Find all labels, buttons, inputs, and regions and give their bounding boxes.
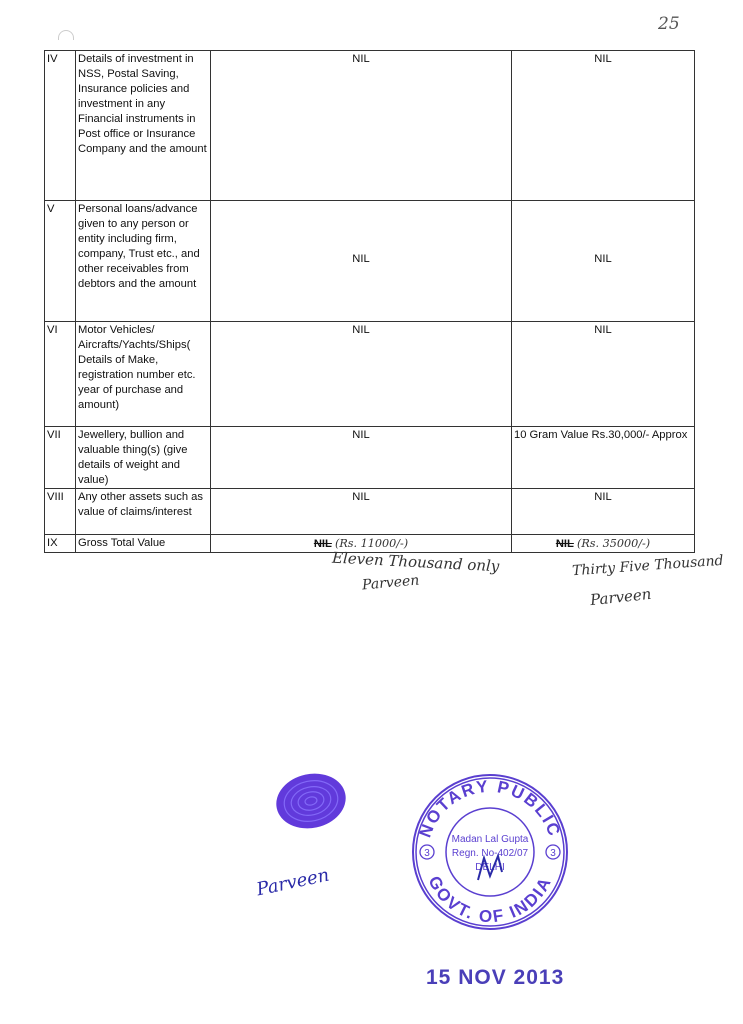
row-number: VI xyxy=(45,322,76,427)
spouse-value: NIL xyxy=(512,201,695,322)
self-value: NIL xyxy=(211,322,512,427)
row-description: Jewellery, bullion and valuable thing(s) (give details of weight and value) xyxy=(76,427,211,489)
row-number: V xyxy=(45,201,76,322)
signature-spouse: Parveen xyxy=(589,584,653,610)
table-row xyxy=(45,322,695,427)
signature-deponent: Parveen xyxy=(254,864,332,901)
seal-top-text: NOTARY PUBLIC xyxy=(415,776,565,841)
row-description: Motor Vehicles/ Aircrafts/Yachts/Ships( Details of Make, registration number etc. year of purchase and amount) xyxy=(76,322,211,427)
spouse-value: NIL xyxy=(512,322,695,427)
svg-text:NOTARY PUBLIC xyxy=(415,777,564,840)
row-description: Personal loans/advance given to any person or entity including firm, company, Trust etc., and other receivables from debtors and the amount xyxy=(76,201,211,322)
date-stamp: 15 NOV 2013 xyxy=(426,966,565,989)
table-row xyxy=(45,427,695,489)
self-value: NIL xyxy=(211,427,512,489)
thumbprint xyxy=(270,770,352,832)
amount-in-words-self: Eleven Thousand only xyxy=(331,548,500,576)
struck-nil: NIL xyxy=(555,538,574,550)
row-number: VIII xyxy=(45,489,76,535)
table-row xyxy=(45,51,695,201)
self-value: NIL xyxy=(211,201,512,322)
row-number: IV xyxy=(45,51,76,201)
amount-in-words-spouse: Thirty Five Thousand xyxy=(571,552,725,580)
row-number: IX xyxy=(45,535,76,553)
notary-city: DELHI xyxy=(475,862,505,873)
spouse-value: NIL xyxy=(512,51,695,201)
seal-bottom-text: GOVT. OF INDIA xyxy=(424,872,556,927)
notary-regn: Regn. No-402/07 xyxy=(451,848,529,859)
signature-self: Parveen xyxy=(361,572,420,594)
handwritten-amount: (Rs. 11000/-) xyxy=(334,537,409,550)
spouse-total xyxy=(512,535,695,553)
row-description: Details of investment in NSS, Postal Saving, Insurance policies and investment in any Financial instruments in Post office or Insurance Company and the amount xyxy=(76,51,211,201)
paper-mark xyxy=(58,30,74,40)
row-description: Any other assets such as value of claims/interest xyxy=(76,489,211,535)
seal-mark-left: 3 xyxy=(424,848,430,859)
svg-text:GOVT. OF INDIA xyxy=(424,873,555,926)
seal-mark-right: 3 xyxy=(550,848,556,859)
struck-nil: NIL xyxy=(313,538,332,550)
handwritten-amount: (Rs. 35000/-) xyxy=(576,537,651,550)
spouse-value: NIL xyxy=(512,489,695,535)
table-row xyxy=(45,201,695,322)
assets-table xyxy=(44,50,695,553)
self-value: NIL xyxy=(211,51,512,201)
notary-seal-text xyxy=(410,772,570,932)
page-number: 25 xyxy=(658,14,680,34)
notary-name: Madan Lal Gupta xyxy=(451,834,529,845)
spouse-value: 10 Gram Value Rs.30,000/- Approx xyxy=(512,427,695,489)
row-number: VII xyxy=(45,427,76,489)
table-row xyxy=(45,489,695,535)
self-value: NIL xyxy=(211,489,512,535)
row-description: Gross Total Value xyxy=(76,535,211,553)
